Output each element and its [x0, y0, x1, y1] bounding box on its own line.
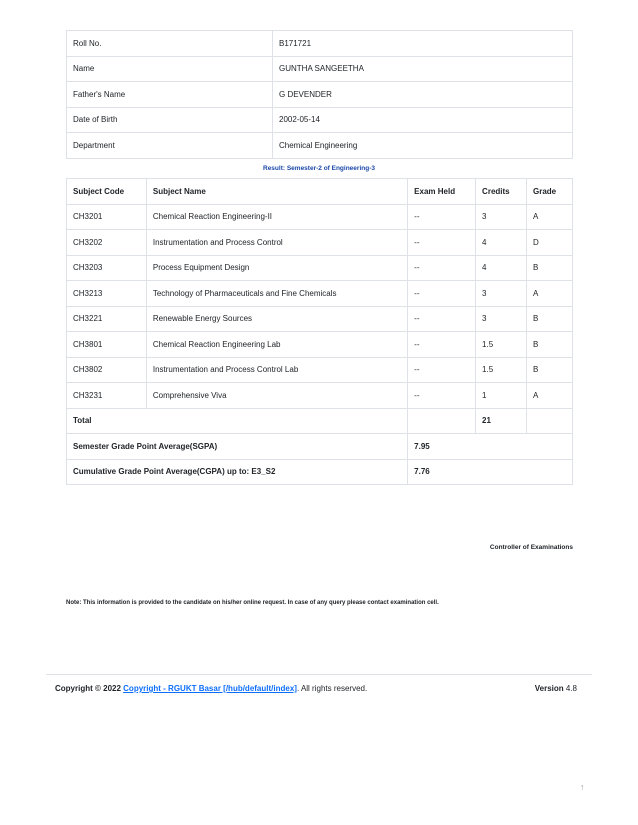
total-label: Total: [67, 408, 408, 434]
total-row: [67, 408, 573, 434]
header-exam-held: Exam Held: [408, 179, 476, 205]
student-row: [67, 107, 573, 133]
credits-cell: 3: [476, 306, 527, 332]
total-credits: 21: [476, 408, 527, 434]
marks-header-row: [67, 179, 573, 205]
sgpa-value: 7.95: [408, 434, 573, 460]
credits-cell: 1.5: [476, 357, 527, 383]
subject-code-cell: CH3221: [67, 306, 147, 332]
field-value: G DEVENDER: [273, 82, 573, 108]
footer-divider: [46, 674, 592, 675]
header-subject-name: Subject Name: [146, 179, 407, 205]
grade-cell: B: [527, 357, 573, 383]
subject-code-cell: CH3801: [67, 332, 147, 358]
copyright-suffix: . All rights reserved.: [296, 684, 368, 693]
subject-code-cell: CH3201: [67, 204, 147, 230]
subject-row: [67, 357, 573, 383]
grade-cell: A: [527, 383, 573, 409]
grade-cell: A: [527, 281, 573, 307]
controller-signature: Controller of Examinations: [489, 544, 573, 551]
note-text: Note: This information is provided to the candidate on his/her online request. In case of any query please contact examination cell.: [66, 600, 439, 606]
grade-cell: B: [527, 332, 573, 358]
field-label: Roll No.: [67, 31, 273, 57]
student-details-table: [66, 30, 573, 159]
sgpa-row: [67, 434, 573, 460]
footer: [55, 684, 577, 693]
footer-copyright: [55, 684, 367, 693]
subject-row: [67, 230, 573, 256]
exam-held-cell: --: [408, 357, 476, 383]
exam-held-cell: --: [408, 204, 476, 230]
header-credits: Credits: [476, 179, 527, 205]
subject-name-cell: Chemical Reaction Engineering Lab: [146, 332, 407, 358]
total-exam-held: [408, 408, 476, 434]
marks-table: [66, 178, 573, 485]
subject-name-cell: Renewable Energy Sources: [146, 306, 407, 332]
student-row: [67, 56, 573, 82]
footer-version: [535, 684, 577, 693]
exam-held-cell: --: [408, 383, 476, 409]
field-value: GUNTHA SANGEETHA: [273, 56, 573, 82]
grade-cell: A: [527, 204, 573, 230]
field-value: 2002-05-14: [273, 107, 573, 133]
subject-name-cell: Technology of Pharmaceuticals and Fine Chemicals: [146, 281, 407, 307]
field-label: Date of Birth: [67, 107, 273, 133]
version-number: 4.8: [565, 684, 577, 693]
subject-row: [67, 255, 573, 281]
subject-name-cell: Comprehensive Viva: [146, 383, 407, 409]
copyright-prefix: Copyright © 2022: [55, 684, 121, 693]
version-label: Version: [534, 684, 564, 693]
field-value: B171721: [273, 31, 573, 57]
header-grade: Grade: [527, 179, 573, 205]
subject-code-cell: CH3202: [67, 230, 147, 256]
field-value: Chemical Engineering: [273, 133, 573, 159]
student-row: [67, 82, 573, 108]
credits-cell: 4: [476, 255, 527, 281]
exam-held-cell: --: [408, 306, 476, 332]
subject-name-cell: Instrumentation and Process Control: [146, 230, 407, 256]
subject-row: [67, 306, 573, 332]
student-row: [67, 133, 573, 159]
field-label: Name: [67, 56, 273, 82]
cgpa-label: Cumulative Grade Point Average(CGPA) up to: E3_S2: [67, 459, 408, 485]
subject-code-cell: CH3213: [67, 281, 147, 307]
subject-row: [67, 281, 573, 307]
grade-cell: D: [527, 230, 573, 256]
subject-row: [67, 332, 573, 358]
exam-held-cell: --: [408, 230, 476, 256]
cgpa-row: [67, 459, 573, 485]
grade-cell: B: [527, 306, 573, 332]
subject-name-cell: Instrumentation and Process Control Lab: [146, 357, 407, 383]
field-label: Department: [67, 133, 273, 159]
grade-cell: B: [527, 255, 573, 281]
exam-held-cell: --: [408, 255, 476, 281]
subject-name-cell: Chemical Reaction Engineering-II: [146, 204, 407, 230]
field-label: Father's Name: [67, 82, 273, 108]
subject-code-cell: CH3231: [67, 383, 147, 409]
subject-row: [67, 204, 573, 230]
sgpa-label: Semester Grade Point Average(SGPA): [67, 434, 408, 460]
exam-held-cell: --: [408, 281, 476, 307]
subject-code-cell: CH3203: [67, 255, 147, 281]
credits-cell: 3: [476, 281, 527, 307]
copyright-link[interactable]: Copyright - RGUKT Basar [/hub/default/index]: [123, 684, 297, 693]
header-subject-code: Subject Code: [67, 179, 147, 205]
total-grade: [527, 408, 573, 434]
subject-name-cell: Process Equipment Design: [146, 255, 407, 281]
credits-cell: 3: [476, 204, 527, 230]
cgpa-value: 7.76: [408, 459, 573, 485]
credits-cell: 1: [476, 383, 527, 409]
exam-held-cell: --: [408, 332, 476, 358]
credits-cell: 4: [476, 230, 527, 256]
subject-code-cell: CH3802: [67, 357, 147, 383]
subject-row: [67, 383, 573, 409]
student-row: [67, 31, 573, 57]
credits-cell: 1.5: [476, 332, 527, 358]
arrow-up-icon[interactable]: ↑: [580, 782, 585, 792]
result-title: Result: Semester-2 of Engineering-3: [263, 165, 375, 172]
